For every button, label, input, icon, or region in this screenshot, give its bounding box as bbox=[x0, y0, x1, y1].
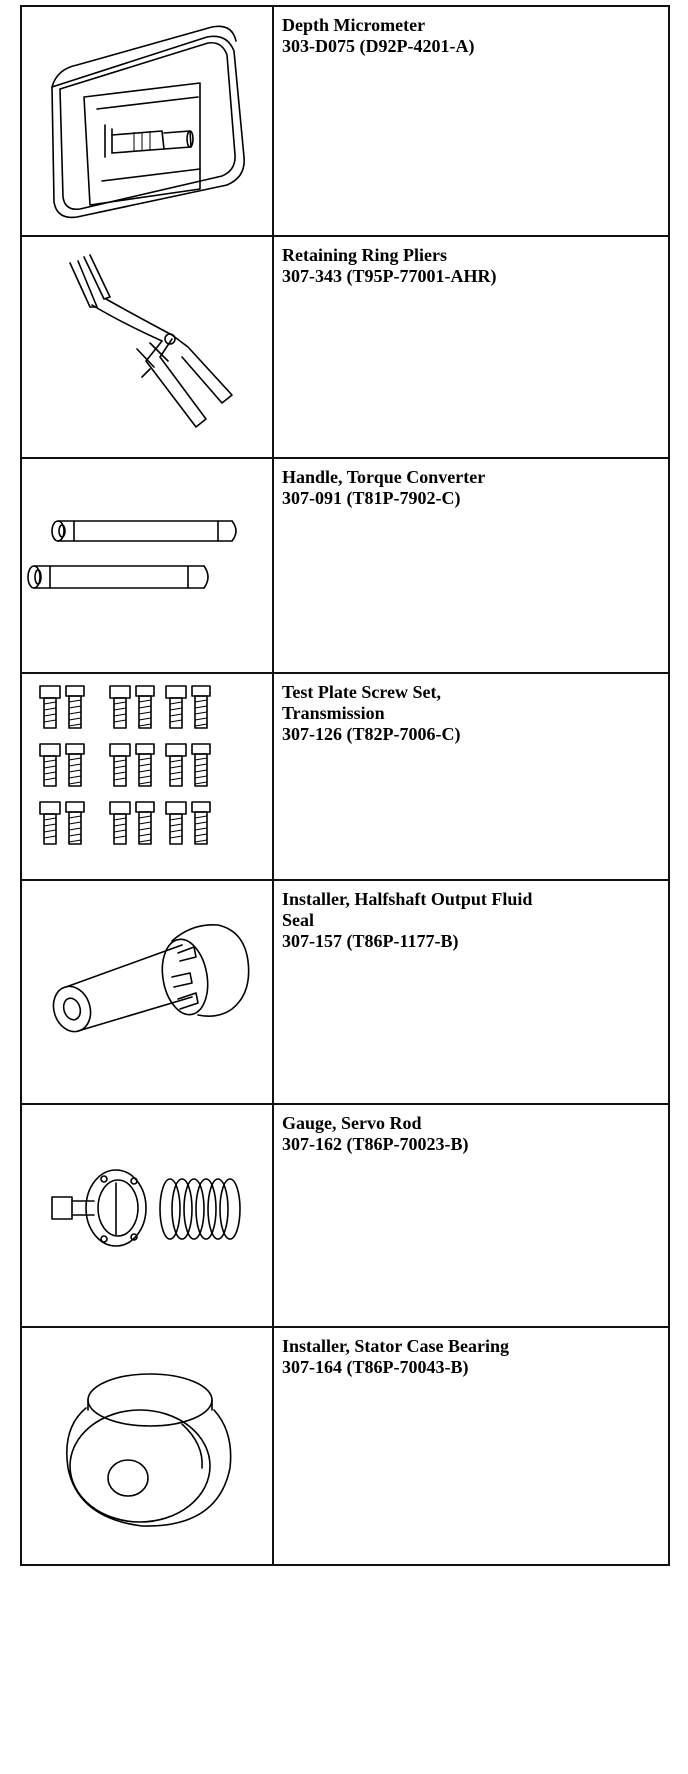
stator-bearing-installer-icon bbox=[22, 1328, 272, 1562]
torque-converter-handle-icon bbox=[22, 459, 272, 670]
tool-part-number: 307-164 (T86P-70043-B) bbox=[282, 1357, 469, 1377]
tool-description bbox=[273, 1104, 669, 1327]
spring-icon bbox=[160, 1179, 240, 1239]
test-plate-screw-set-icon bbox=[22, 674, 272, 877]
tool-description bbox=[273, 458, 669, 673]
tool-name: Installer, Halfshaft Output Fluid bbox=[282, 889, 533, 909]
tool-name: Test Plate Screw Set, bbox=[282, 682, 441, 702]
retaining-ring-pliers-icon bbox=[22, 237, 272, 455]
tool-name: Depth Micrometer bbox=[282, 15, 426, 35]
tool-row bbox=[21, 6, 669, 236]
tool-row bbox=[21, 1327, 669, 1565]
tool-image-cell bbox=[21, 880, 273, 1104]
tool-image-cell bbox=[21, 458, 273, 673]
special-tools-table bbox=[20, 5, 670, 1566]
tool-part-number: 307-343 (T95P-77001-AHR) bbox=[282, 266, 497, 286]
tool-image-cell bbox=[21, 1104, 273, 1327]
tool-row bbox=[21, 880, 669, 1104]
tool-name: Retaining Ring Pliers bbox=[282, 245, 447, 265]
tool-image-cell bbox=[21, 1327, 273, 1565]
tool-name: Gauge, Servo Rod bbox=[282, 1113, 422, 1133]
tool-part-number: 307-091 (T81P-7902-C) bbox=[282, 488, 461, 508]
tool-row bbox=[21, 458, 669, 673]
tool-row bbox=[21, 1104, 669, 1327]
tool-description bbox=[273, 880, 669, 1104]
tool-part-number: 303-D075 (D92P-4201-A) bbox=[282, 36, 475, 56]
servo-rod-gauge-icon bbox=[22, 1105, 272, 1324]
tool-description bbox=[273, 1327, 669, 1565]
tool-description bbox=[273, 673, 669, 880]
halfshaft-seal-installer-icon bbox=[22, 881, 272, 1101]
tool-description bbox=[273, 236, 669, 458]
depth-micrometer-icon bbox=[22, 7, 272, 233]
tool-part-number: 307-162 (T86P-70023-B) bbox=[282, 1134, 469, 1154]
tool-name: Handle, Torque Converter bbox=[282, 467, 486, 487]
tool-name-continued: Seal bbox=[282, 910, 315, 930]
tool-row bbox=[21, 236, 669, 458]
tool-part-number: 307-157 (T86P-1177-B) bbox=[282, 931, 459, 951]
tool-image-cell bbox=[21, 6, 273, 236]
tool-part-number: 307-126 (T82P-7006-C) bbox=[282, 724, 461, 744]
screw-row bbox=[40, 686, 210, 728]
tool-name: Installer, Stator Case Bearing bbox=[282, 1336, 509, 1356]
tool-description bbox=[273, 6, 669, 236]
tool-name-continued: Transmission bbox=[282, 703, 385, 723]
tool-image-cell bbox=[21, 236, 273, 458]
tool-image-cell bbox=[21, 673, 273, 880]
tool-row bbox=[21, 673, 669, 880]
